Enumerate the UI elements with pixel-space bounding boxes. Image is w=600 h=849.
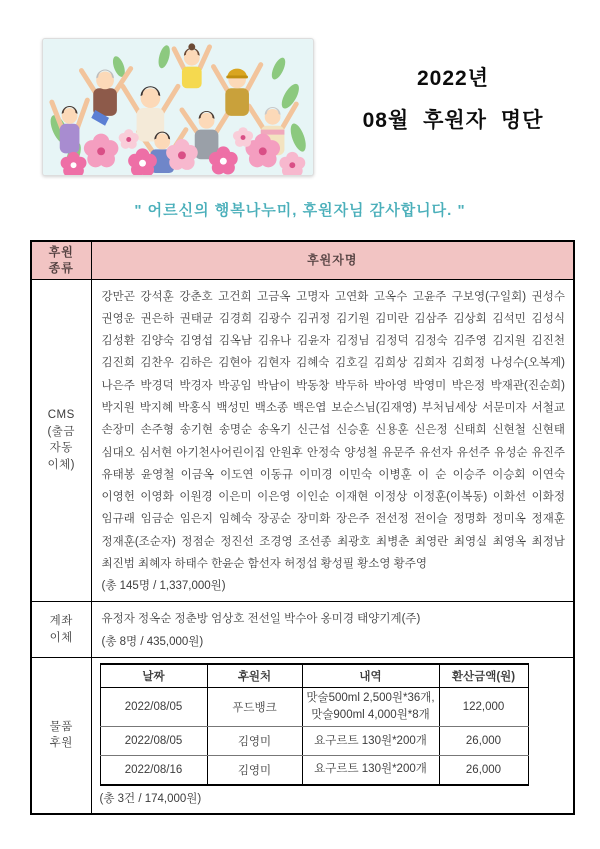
- bank-category-label: [31, 602, 91, 657]
- goods-category-label: [31, 657, 91, 814]
- cheering-people-illustration: [43, 39, 313, 175]
- goods-detail: [302, 756, 439, 785]
- goods-date: 2022/08/05: [100, 688, 207, 727]
- text-line: 이체): [47, 458, 76, 471]
- goods-data-row: [100, 756, 528, 785]
- goods-amount: 122,000: [439, 688, 528, 727]
- goods-total: (총 3건 / 174,000원): [99, 792, 202, 805]
- text-line: 후원: [48, 245, 74, 260]
- goods-detail-line: 맛술500ml 2,500원*36개,: [306, 692, 435, 705]
- text-line: 강만곤 강석훈 강춘호 고건희 고금옥 고명자 고연화 고옥수 고윤주 구보영(구일회) 권성수: [101, 290, 565, 303]
- cms-row: [31, 279, 574, 602]
- text-line: CMS: [47, 409, 75, 422]
- goods-column-header: 후원처: [207, 664, 302, 688]
- text-line: 후원: [49, 737, 73, 750]
- goods-data-row: [100, 727, 528, 756]
- text-line: (출금: [47, 425, 76, 438]
- text-line: 종류: [48, 261, 74, 276]
- text-line: 계좌: [49, 615, 73, 627]
- text-line: 정재훈(조순자) 정점순 정진선 조경영 조선종 최광호 최병춘 최영란 최영실 최영옥 최정남: [101, 535, 565, 548]
- text-line: 나은주 박경덕 박경자 박공임 박남이 박동창 박두하 박아영 박영미 박은정 박재관(진순희): [101, 379, 565, 392]
- goods-detail-line: 맛술900ml 4,000원*8개: [311, 709, 430, 722]
- goods-detail: [302, 727, 439, 756]
- goods-source: 김영미: [207, 756, 302, 785]
- cms-category-label: [31, 279, 91, 602]
- text-line: 물품: [49, 720, 73, 733]
- goods-amount: 26,000: [439, 756, 528, 785]
- goods-detail-line: 요구르트 130원*200개: [314, 763, 427, 776]
- goods-table-body: [100, 688, 528, 785]
- goods-date: 2022/08/05: [100, 727, 207, 756]
- text-line: 자동: [49, 442, 73, 455]
- goods-source: 김영미: [207, 727, 302, 756]
- goods-column-header: 내역: [302, 664, 439, 688]
- bank-transfer-row: [31, 602, 574, 657]
- goods-column-header: 환산금액(원): [439, 664, 528, 688]
- text-line: 김진희 김찬우 김하은 김현아 김현자 김혜숙 김호길 김희상 김희자 김희정 나성수(오복계): [101, 357, 565, 370]
- text-line: 김성환 김양숙 김영섭 김옥남 김유나 김윤자 김정님 김정덕 김정숙 김주영 김지원 김진천: [101, 335, 565, 348]
- goods-donation-row: [31, 657, 574, 814]
- text-line: 심대오 심서현 아기천사어린이집 안원후 안정숙 양성철 유문주 유선자 유선주 유성순 유진주: [101, 446, 565, 459]
- goods-detail-line: 요구르트 130원*200개: [314, 734, 427, 747]
- text-line: 임규래 임금순 임은지 임혜숙 장공순 장미화 장은주 전선정 전이슬 정명화 정미옥 정재훈: [101, 513, 565, 526]
- title-year: 2022년: [416, 67, 489, 90]
- goods-data-row: [100, 688, 528, 727]
- goods-column-header: 날짜: [100, 664, 207, 688]
- donor-table-header-row: [31, 241, 574, 279]
- cms-total: (총 145명 / 1,337,000원): [101, 580, 226, 593]
- donors-illustration: [42, 38, 314, 176]
- goods-cell: [91, 657, 574, 814]
- title-month-subject: 08월 후원자 명단: [362, 109, 544, 132]
- goods-date: 2022/08/16: [100, 756, 207, 785]
- text-line: 유태봉 윤영철 이금옥 이도연 이동규 이미경 이민숙 이병훈 이 순 이승주 이승회 이연숙: [101, 468, 565, 481]
- page-title: [332, 58, 574, 142]
- bank-name-line: 유정자 정옥순 정춘방 엄상호 전선일 박수아 옹미경 태양기계(주): [101, 613, 421, 626]
- cms-names-cell: [91, 279, 574, 602]
- donor-table: [30, 240, 575, 815]
- col-header-donor-names: 후원자명: [91, 241, 574, 279]
- goods-table: [100, 663, 529, 786]
- text-line: 권영운 권은하 권태균 김경희 김광수 김귀정 김기원 김미란 김삼주 김상회 김석민 김성식: [101, 312, 565, 325]
- text-line: 최진범 최혜자 하태수 한윤순 함선자 허정섭 황성필 황소영 황주영: [101, 558, 428, 571]
- goods-amount: 26,000: [439, 727, 528, 756]
- text-line: 이영헌 이영화 이원경 이은미 이은영 이인순 이재현 이정상 이정훈(이복동) 이화선 이화정: [101, 491, 565, 504]
- text-line: 박지원 박지혜 박홍식 백성민 백소종 백은엽 보순스님(김재영) 부처님세상 서문미자 서철교: [101, 401, 565, 414]
- bank-total: (총 8명 / 435,000원): [101, 635, 204, 648]
- bank-names-cell: [91, 602, 574, 657]
- goods-detail: [302, 688, 439, 727]
- goods-header-row: [100, 664, 528, 688]
- col-header-support-type: [31, 241, 91, 279]
- goods-source: 푸드뱅크: [207, 688, 302, 727]
- text-line: 이체: [49, 631, 73, 644]
- thanks-quote: " 어르신의 행복나누미, 후원자님 감사합니다. ": [134, 202, 466, 219]
- text-line: 손장미 손주형 송기현 송명순 송옥기 신근섭 신승훈 신용훈 신은정 신태희 신현철 신현태: [101, 424, 565, 437]
- cms-name-lines: [102, 286, 566, 576]
